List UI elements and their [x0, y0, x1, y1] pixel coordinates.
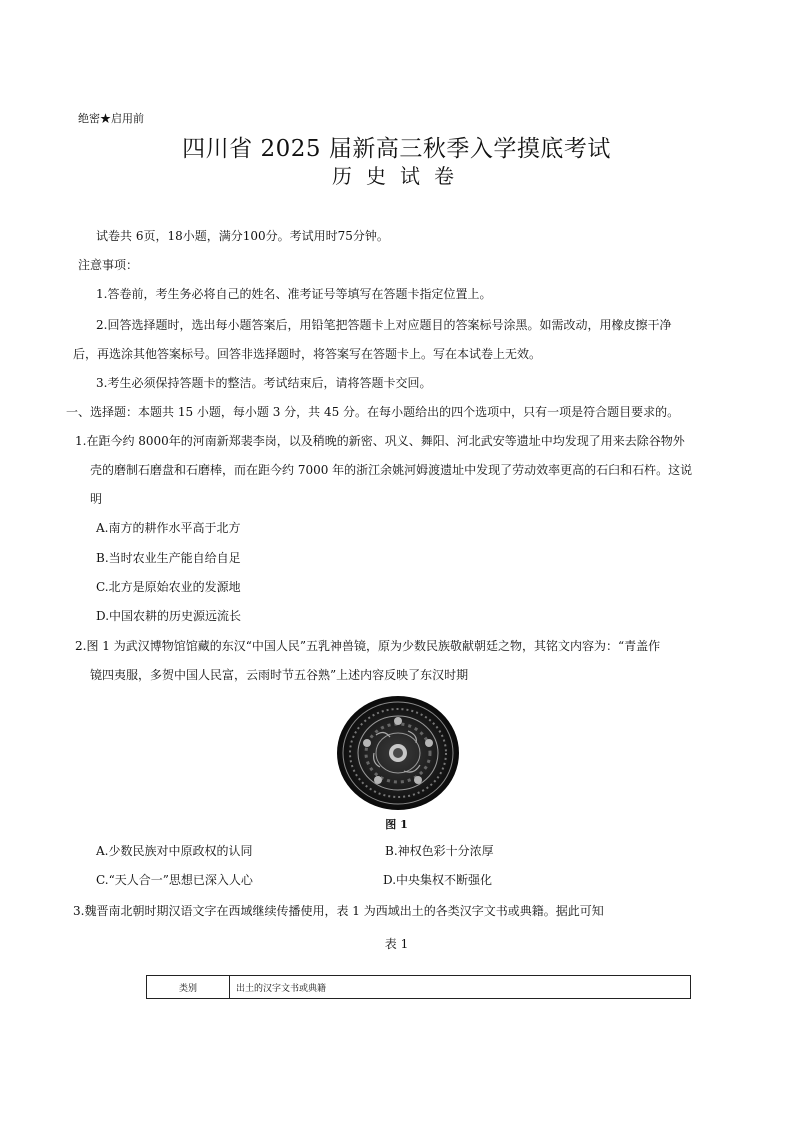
- question-1-line-1: 1.在距今约 8000年的河南新郑裴李岗，以及稍晚的新密、巩义、舞阳、河北武安等遗址中均发现了用来去除谷物外: [75, 434, 685, 448]
- question-1-option-b: B.当时农业生产能自给自足: [96, 551, 241, 565]
- question-2-option-b: B.神权色彩十分浓厚: [385, 844, 494, 858]
- question-1-option-c: C.北方是原始农业的发源地: [96, 580, 241, 594]
- question-2-option-a: A.少数民族对中原政权的认同: [96, 844, 253, 858]
- notes-heading: 注意事项：: [78, 258, 139, 272]
- question-1-line-3: 明: [90, 492, 103, 506]
- table-header-documents: 出土的汉字文书或典籍: [230, 976, 691, 999]
- question-3-line-1: 3.魏晋南北朝时期汉语文字在西域继续传播使用，表 1 为西域出土的各类汉字文书或典籍。据此可知: [73, 904, 604, 918]
- exam-title: 四川省 2025 届新高三秋季入学摸底考试: [182, 136, 611, 162]
- table-header-row: [147, 976, 691, 999]
- question-2-line-2: 镜四夷服，多贺中国人民富，云雨时节五谷熟”上述内容反映了东汉时期: [90, 668, 469, 682]
- question-2-line-1: 2.图 1 为武汉博物馆馆藏的东汉“中国人民”五乳神兽镜，原为少数民族敬献朝廷之物，其铭文内容为：“青盖作: [75, 639, 661, 653]
- bronze-mirror-image: [336, 695, 460, 811]
- table-header-category: 类别: [147, 976, 230, 999]
- section-heading: 一、选择题：本题共 15 小题，每小题 3 分，共 45 分。在每小题给出的四个选项中，只有一项是符合题目要求的。: [66, 405, 680, 419]
- exam-summary: 试卷共 6页，18小题，满分100分。考试用时75分钟。: [96, 229, 389, 243]
- question-1-option-d: D.中国农耕的历史源远流长: [96, 609, 242, 623]
- confidential-label: 绝密★启用前: [78, 112, 144, 125]
- documents-table: [146, 975, 691, 999]
- exam-subtitle: 历史试卷: [332, 164, 468, 188]
- note-2-line-1: 2.回答选择题时，选出每小题答案后，用铅笔把答题卡上对应题目的答案标号涂黑。如需改动，用橡皮擦干净: [96, 318, 672, 332]
- note-2-line-2: 后，再选涂其他答案标号。回答非选择题时，将答案写在答题卡上。写在本试卷上无效。: [73, 347, 542, 361]
- figure-caption: 图 1: [385, 818, 408, 831]
- question-2-option-d: D.中央集权不断强化: [383, 873, 493, 887]
- note-3: 3.考生必须保持答题卡的整洁。考试结束后，请将答题卡交回。: [96, 376, 432, 390]
- question-2-option-c: C.“天人合一”思想已深入人心: [96, 873, 253, 887]
- question-1-line-2: 壳的磨制石磨盘和石磨棒，而在距今约 7000 年的浙江余姚河姆渡遗址中发现了劳动效率更高的石臼和石杵。这说: [90, 463, 693, 477]
- note-1: 1.答卷前，考生务必将自己的姓名、准考证号等填写在答题卡指定位置上。: [96, 287, 492, 301]
- question-1-option-a: A.南方的耕作水平高于北方: [96, 521, 241, 535]
- table-caption: 表 1: [384, 937, 409, 951]
